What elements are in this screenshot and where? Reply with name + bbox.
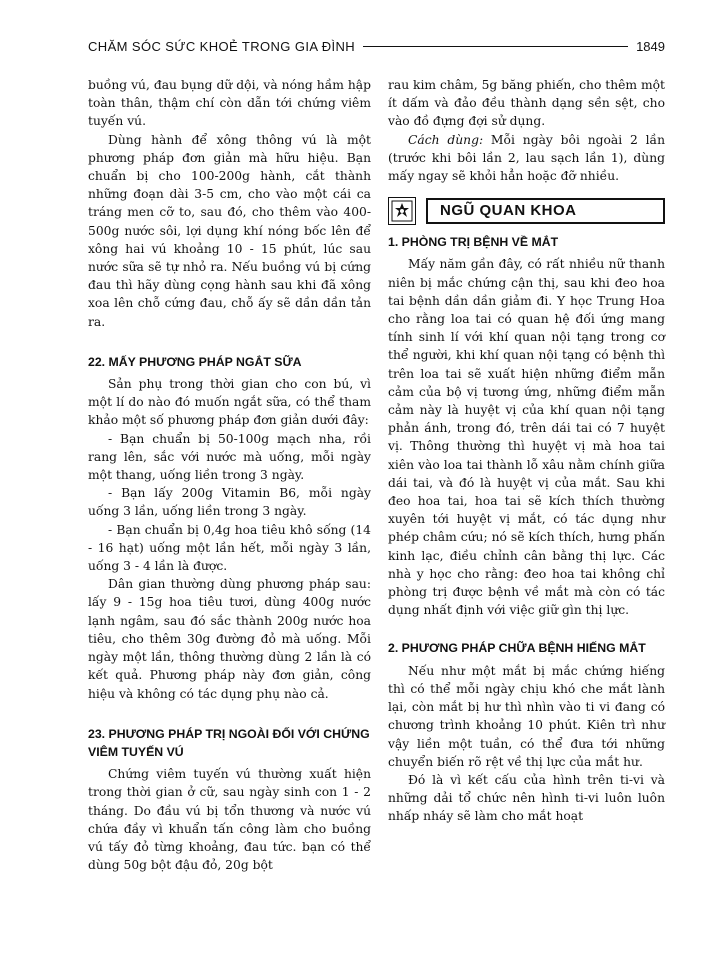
paragraph: buồng vú, đau bụng dữ dội, và nóng hầm hập toàn thân, thậm chí còn dẫn tới chứng viêm tuyến vú. — [88, 78, 371, 129]
usage-paragraph — [388, 131, 665, 186]
paragraph: Dùng hành để xông thông vú là một phương pháp đơn giản mà hữu hiệu. Bạn chuẩn bị cho 100-200g hành, cắt thành những đoạn dài 3-5 cm, cho vào một cái ca tráng men cỡ to, sau đó, cho thêm vào 400-500g nước sôi, lợi dụng khí nóng bốc lên để xông hai vú khoảng 10 - 15 phút, lúc sau nước sữa sẽ tự nhỏ ra. Nếu buồng vú bị cứng đau thì hãy dùng cọng hành sau khi đã xông xoa lên chỗ cứng đau, chỗ ấy sẽ dần dần tản ra. — [88, 132, 371, 329]
paragraph: Mấy năm gần đây, có rất nhiều nữ thanh niên bị mắc chứng cận thị, sau khi đeo hoa tai bệnh dần dần giảm đi. Y học Trung Hoa cho rằng loa tai có quan hệ đối ứng mang tính sinh lí với khí quan nội tạng trong cơ thể người, khi khí quan nội tạng có bệnh thì trên loa tai sẽ xuất hiện những điểm mẫn cảm của bộ vị tương ứng, những điểm mẫn cảm này là huyệt vị của khí quan nội tạng phản ánh, trong đó, trên dái tai có 7 huyệt vị. Thông thường thì huyệt vị mà hoa tai xiên vào loa tai thành lỗ xâu nằm chính giữa dái tai, và đó là huyệt vị của mắt. Sau khi đeo hoa tai, hoa tai sẽ kích thích thường xuyên tới huyệt vị mắt, có tác dụng như phép châm cứu; nó sẽ kích thích, hưng phấn kinh lạc, điều chỉnh cân bằng thị lực. Các nhà y học cho rằng: đeo hoa tai không chỉ phòng trị được bệnh về mắt mà còn có tác dụng nhất định với việc giữ gìn thị lực. — [388, 257, 665, 618]
list-item: - Bạn chuẩn bị 0,4g hoa tiêu khô sống (14 - 16 hạt) uống một lần hết, mỗi ngày 3 lần, uống 3 - 4 lần là được. — [88, 522, 371, 574]
section-heading-23: 23. PHƯƠNG PHÁP TRỊ NGOÀI ĐỐI VỚI CHỨNG VIÊM TUYẾN VÚ — [88, 726, 370, 759]
section-banner — [388, 197, 665, 225]
left-column — [88, 76, 371, 874]
section-heading-2: 2. PHƯƠNG PHÁP CHỮA BỆNH HIẾNG MẮT — [388, 641, 646, 656]
header-rule — [363, 46, 628, 47]
running-header-title: CHĂM SÓC SỨC KHOẺ TRONG GIA ĐÌNH — [88, 38, 356, 54]
section-title: NGŨ QUAN KHOA — [440, 202, 577, 220]
running-header — [88, 36, 665, 56]
usage-label: Cách dùng: — [408, 132, 484, 147]
paragraph: Sản phụ trong thời gian cho con bú, vì một lí do nào đó muốn ngắt sữa, có thể tham khảo một số phương pháp đơn giản dưới đây: — [88, 377, 371, 428]
list-item: - Bạn lấy 200g Vitamin B6, mỗi ngày uống 3 lần, uống liền trong 3 ngày. — [88, 486, 371, 519]
paragraph: Nếu như một mắt bị mắc chứng hiếng thì có thể mỗi ngày chịu khó che mắt lành lại, còn mắt bị hư thì nhìn vào ti vi đang có chương trình khoảng 10 phút. Kiên trì như vậy liền một tuần, có thể đưa tới những chuyển biến rõ rệt về thị lực của mắt hư. — [388, 663, 665, 769]
page-number: 1849 — [636, 38, 665, 54]
section-title-box — [426, 198, 665, 224]
section-heading-1: 1. PHÒNG TRỊ BỆNH VỀ MẮT — [388, 235, 559, 250]
usage-text: Mỗi ngày bôi ngoài 2 lần (trước khi bôi lần 2, lau sạch lần 1), dùng mấy ngay sẽ khỏi hẳn hoặc đỡ nhiều. — [388, 132, 665, 184]
paragraph: Dân gian thường dùng phương pháp sau: lấy 9 - 15g hoa tiêu tươi, dùng 400g nước lạnh ngâm, sau đó sắc thành 200g nước hoa tiêu, cho thêm 30g đường đỏ mà uống. Mỗi ngày một lần, thông thường dùng 2 lần là có kết quả. Phương pháp này đơn giản, công hiệu và không có tác dụng phụ nào cả. — [88, 577, 371, 701]
ornament-icon — [388, 197, 416, 225]
paragraph: Chứng viêm tuyến vú thường xuất hiện trong thời gian ở cữ, sau ngày sinh con 1 - 2 tháng. Do đầu vú bị tổn thương và nước vú chứa đầy vì khuẩn tấn công làm cho buồng vú tấy đỏ từng khoảng, đau tức. bạn có thể dùng 50g bột đậu đỏ, 20g bột — [88, 767, 371, 873]
paragraph: Đó là vì kết cấu của hình trên ti-vi và những dải tổ chức nên hình ti-vi luôn luôn nhấp nháy sẽ làm cho mắt hoạt — [388, 772, 665, 824]
list-item: - Bạn chuẩn bị 50-100g mạch nha, rồi rang lên, sắc với nước mà uống, mỗi ngày một thang, uống liền trong 3 ngày. — [88, 431, 371, 483]
right-column — [388, 76, 665, 826]
section-heading-22: 22. MẤY PHƯƠNG PHÁP NGẮT SỮA — [88, 354, 302, 369]
paragraph: rau kim châm, 5g băng phiến, cho thêm một ít dấm và đảo đều thành dạng sền sệt, cho vào đồ đựng đợi sử dụng. — [388, 78, 665, 129]
